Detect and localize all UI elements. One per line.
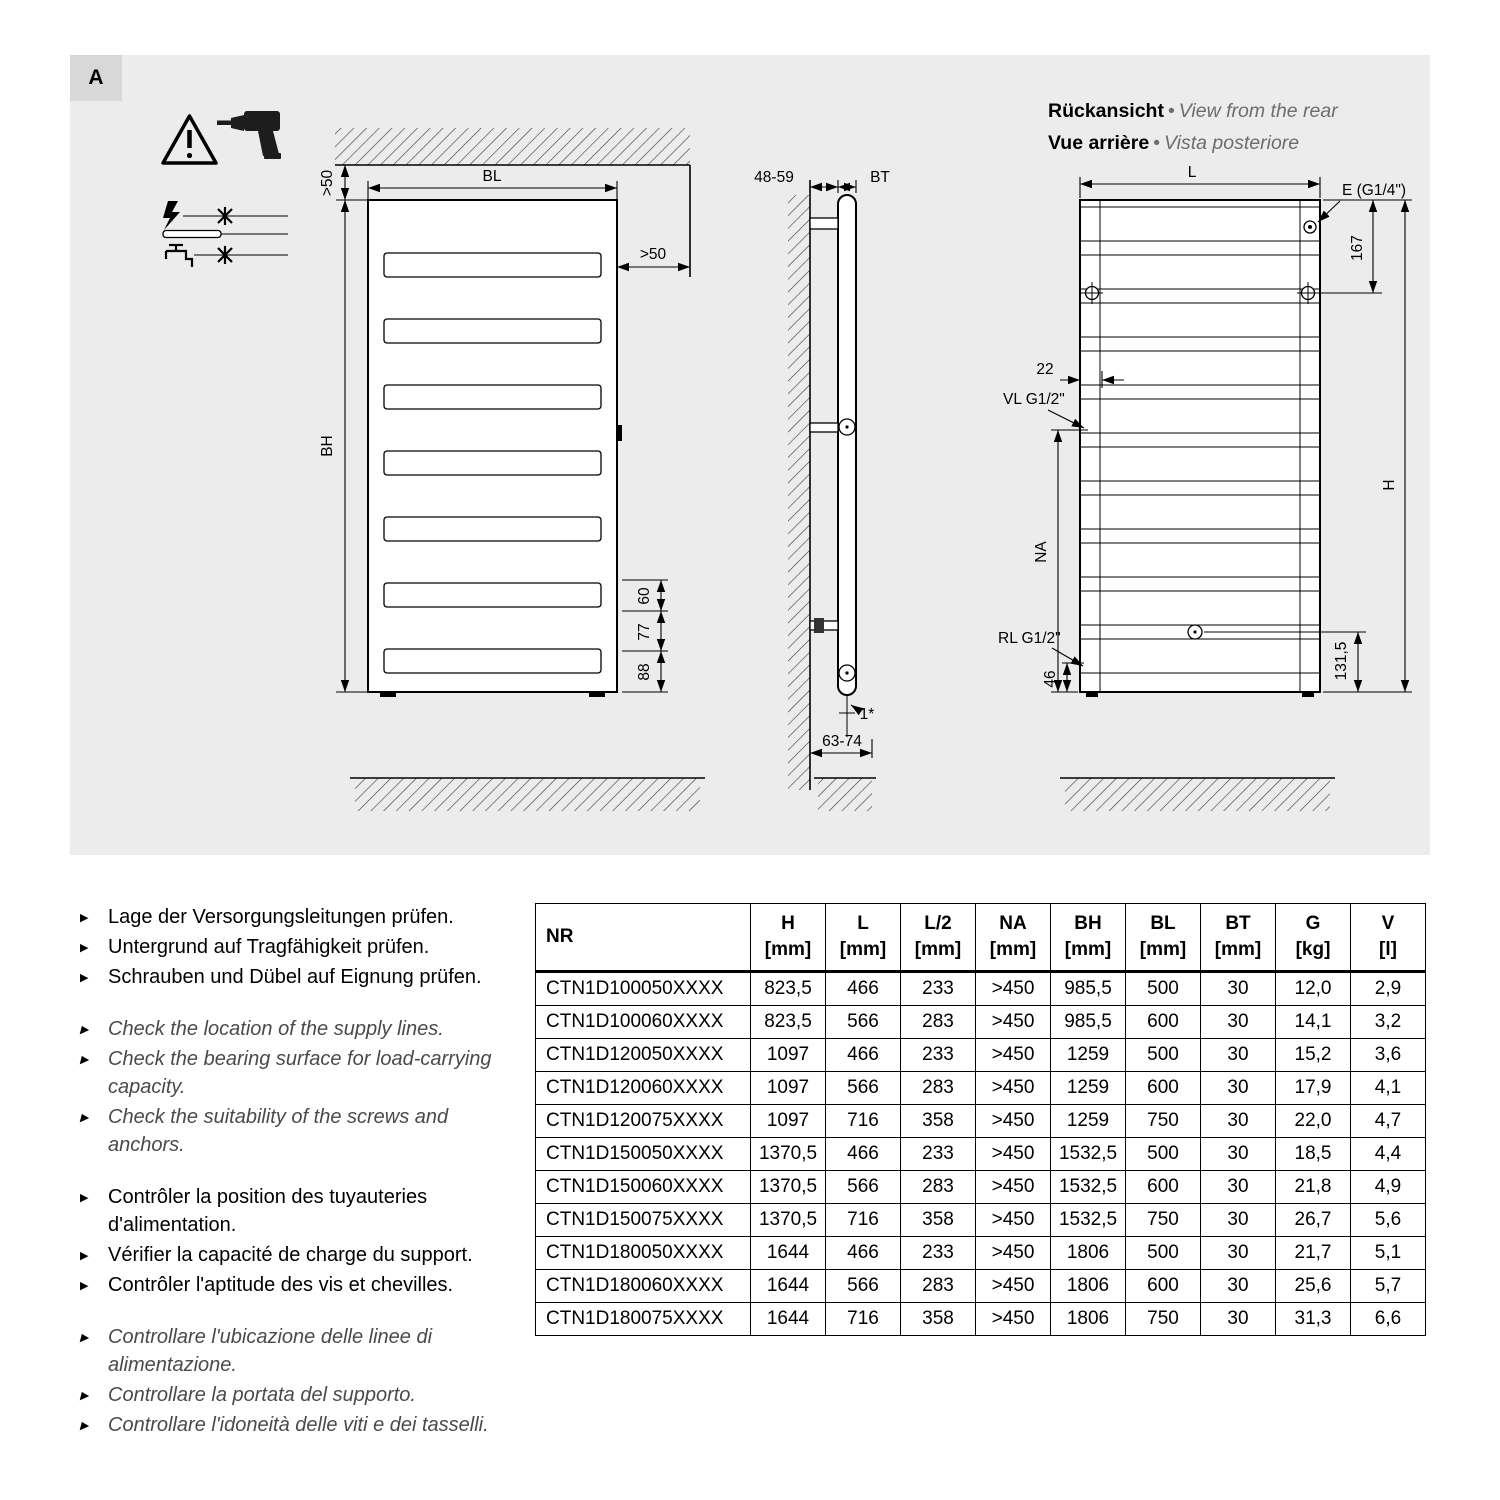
instructions-fr [78,1183,518,1299]
title-separator: • [1167,100,1175,122]
cell-l: 466 [826,1237,901,1270]
cell-l2: 233 [901,972,976,1006]
table-row [536,1138,1426,1171]
cell-v: 5,7 [1351,1270,1426,1303]
cell-h: 1097 [751,1039,826,1072]
cell-h: 1097 [751,1072,826,1105]
dim-label-bt: BT [870,169,890,186]
cell-bt: 30 [1201,1105,1276,1138]
cell-g: 21,8 [1276,1171,1351,1204]
cell-bl: 750 [1126,1105,1201,1138]
cell-bl: 500 [1126,1039,1201,1072]
technical-drawing [70,55,1430,855]
cell-g: 22,0 [1276,1105,1351,1138]
header-unit: [l] [1379,939,1397,960]
cell-na: >450 [976,1270,1051,1303]
cell-l: 566 [826,1006,901,1039]
cell-v: 3,6 [1351,1039,1426,1072]
warning-triangle-icon [163,116,216,163]
header-unit: [mm] [839,939,887,960]
dim-label-l: L [1187,164,1197,181]
rear-title-de: Rückansicht [1048,100,1164,122]
drill-icon [217,111,281,159]
dim-label-88: 88 [636,663,653,681]
dim-l [1080,164,1320,198]
dim-bl [368,168,617,200]
cell-bh: 1532,5 [1051,1171,1126,1204]
cell-nr: CTN1D180060XXXX [536,1270,751,1303]
cell-na: >450 [976,1171,1051,1204]
cell-h: 1097 [751,1105,826,1138]
cell-na: >450 [976,1072,1051,1105]
label-e [1318,182,1406,222]
instructions [78,903,518,1463]
dim-bt [838,169,890,193]
rear-foot [1086,692,1098,697]
table-row [536,972,1426,1006]
cell-bl: 500 [1126,1237,1201,1270]
cell-bt: 30 [1201,1039,1276,1072]
front-slat [384,451,601,475]
cell-l2: 358 [901,1303,976,1336]
front-slat [384,385,601,409]
cell-bl: 750 [1126,1204,1201,1237]
header-label: NA [999,913,1027,934]
diagram-panel [70,55,1430,855]
cell-na: >450 [976,1006,1051,1039]
cell-nr: CTN1D150060XXXX [536,1171,751,1204]
cell-v: 6,6 [1351,1303,1426,1336]
instructions-de [78,903,518,991]
cell-nr: CTN1D120050XXXX [536,1039,751,1072]
dim-note [851,705,874,723]
cell-l: 466 [826,1039,901,1072]
cell-bt: 30 [1201,1303,1276,1336]
cell-l: 716 [826,1303,901,1336]
side-floor-hatch [818,778,872,811]
dim-label-60: 60 [636,587,653,605]
cell-g: 25,6 [1276,1270,1351,1303]
instruction-item: ▶ Check the location of the supply lines. [108,1015,518,1043]
instruction-item: ▶ Untergrund auf Tragfähigkeit prüfen. [108,933,518,961]
table-header-cell [1351,904,1426,972]
cell-bt: 30 [1201,972,1276,1006]
dim-label-bh: BH [319,435,336,457]
cell-l2: 233 [901,1138,976,1171]
cell-l2: 358 [901,1204,976,1237]
header-label: BH [1074,913,1102,934]
table-row [536,1072,1426,1105]
front-view [319,128,705,811]
rear-view [998,164,1412,811]
side-wall-hatch [788,195,810,790]
cell-na: >450 [976,972,1051,1006]
side-mid-bracket [810,423,838,432]
instruction-item: ▶ Check the suitability of the screws and anchors. [108,1103,518,1159]
cell-l: 566 [826,1072,901,1105]
front-side-tab [617,425,622,441]
dim-bh [319,200,368,692]
header-label: L/2 [924,913,952,934]
header-unit: [mm] [764,939,812,960]
dim-clearance-side [617,246,690,267]
cell-na: >450 [976,1039,1051,1072]
cell-l2: 283 [901,1270,976,1303]
dim-label-na: NA [1033,541,1050,563]
table-row [536,1237,1426,1270]
table-header-cell [536,904,751,972]
header-label: NR [546,926,574,947]
header-label: H [781,913,795,934]
cell-nr: CTN1D120075XXXX [536,1105,751,1138]
dim-label-48-59: 48-59 [754,169,794,186]
cell-l2: 233 [901,1237,976,1270]
instruction-item: ▶ Controllare l'idoneità delle viti e dei tasselli. [108,1411,518,1439]
cell-bh: 1259 [1051,1105,1126,1138]
dim-label-h: H [1381,479,1398,491]
cell-bh: 1532,5 [1051,1204,1126,1237]
header-unit: [kg] [1295,939,1331,960]
cell-bt: 30 [1201,1270,1276,1303]
cell-v: 4,4 [1351,1138,1426,1171]
front-wall-hatch [335,128,690,165]
dim-wall-distance [754,169,838,193]
dim-label-vl: VL G1/2" [1003,391,1065,408]
cell-h: 823,5 [751,972,826,1006]
instruction-item: ▶ Check the bearing surface for load-carrying capacity. [108,1045,518,1101]
panel-label: A [70,55,122,101]
table-header-row [536,904,1426,972]
front-slat [384,253,601,277]
header-label: L [857,913,869,934]
side-low-block [814,618,824,633]
rear-title-it: Vista posteriore [1164,132,1300,154]
cell-bh: 1259 [1051,1039,1126,1072]
dim-label-46: 46 [1042,670,1059,688]
side-top-bracket [810,218,838,229]
cell-l: 566 [826,1171,901,1204]
instruction-item: ▶ Contrôler la position des tuyauteries d'alimentation. [108,1183,518,1239]
cell-bt: 30 [1201,1138,1276,1171]
dim-label-e: E (G1/4") [1342,182,1407,199]
header-unit: [mm] [1214,939,1262,960]
cell-na: >450 [976,1105,1051,1138]
header-unit: [mm] [1064,939,1112,960]
dim-label-63-74: 63-74 [822,733,862,750]
cell-v: 4,1 [1351,1072,1426,1105]
cell-g: 31,3 [1276,1303,1351,1336]
rear-title-fr: Vue arrière [1048,132,1150,154]
cell-l: 466 [826,972,901,1006]
dim-label-rl: RL G1/2" [998,630,1061,647]
table-header-cell [1126,904,1201,972]
rear-title-en: View from the rear [1178,100,1338,122]
table-header-cell [976,904,1051,972]
table-header-cell [751,904,826,972]
cell-l: 566 [826,1270,901,1303]
header-unit: [mm] [1139,939,1187,960]
side-radiator-profile [838,195,856,695]
cell-nr: CTN1D150075XXXX [536,1204,751,1237]
cell-g: 15,2 [1276,1039,1351,1072]
front-slat [384,583,601,607]
cell-na: >450 [976,1303,1051,1336]
cell-na: >450 [976,1237,1051,1270]
cell-g: 17,9 [1276,1072,1351,1105]
cell-h: 823,5 [751,1006,826,1039]
front-foot [380,692,396,697]
table-row [536,1270,1426,1303]
cell-nr: CTN1D180075XXXX [536,1303,751,1336]
cell-bl: 750 [1126,1303,1201,1336]
front-slat [384,517,601,541]
cell-g: 14,1 [1276,1006,1351,1039]
cell-l2: 283 [901,1171,976,1204]
table-header-cell [901,904,976,972]
cell-v: 3,2 [1351,1006,1426,1039]
dim-label-22: 22 [1036,361,1054,378]
side-valve-center [845,425,848,428]
dim-label-1star: 1* [859,706,875,723]
cell-bh: 1806 [1051,1270,1126,1303]
table-row [536,1039,1426,1072]
dim-label-131: 131,5 [1333,641,1350,681]
header-unit: [mm] [989,939,1037,960]
dim-bottom-stack [622,580,668,692]
drain-center [1193,630,1196,633]
table-row [536,1171,1426,1204]
table-row [536,1105,1426,1138]
instruction-item: ▶ Schrauben und Dübel auf Eignung prüfen. [108,963,518,991]
cell-l2: 358 [901,1105,976,1138]
cell-bl: 600 [1126,1006,1201,1039]
cell-l: 466 [826,1138,901,1171]
front-slat [384,649,601,673]
dim-167 [1316,200,1412,293]
front-floor-hatch [355,778,700,811]
instruction-item: ▶ Controllare la portata del supporto. [108,1381,518,1409]
dim-clearance-top [319,165,368,200]
cell-l2: 233 [901,1039,976,1072]
side-view [754,169,890,811]
instruction-item: ▶ Controllare l'ubicazione delle linee di alimentazione. [108,1323,518,1379]
cell-nr: CTN1D150050XXXX [536,1138,751,1171]
cell-bt: 30 [1201,1237,1276,1270]
front-slat [384,319,601,343]
dim-46 [1042,663,1084,692]
rear-floor-hatch [1065,778,1330,811]
front-foot [589,692,605,697]
cell-na: >450 [976,1138,1051,1171]
cell-bh: 1806 [1051,1237,1126,1270]
air-vent-center [1308,225,1312,229]
cell-v: 2,9 [1351,972,1426,1006]
title-separator-2: • [1153,132,1161,154]
cell-bl: 600 [1126,1171,1201,1204]
cell-bt: 30 [1201,1006,1276,1039]
cell-l: 716 [826,1105,901,1138]
dim-pipe-distance [810,733,872,758]
instruction-item: ▶ Vérifier la capacité de charge du support. [108,1241,518,1269]
instruction-item: ▶ Contrôler l'aptitude des vis et chevilles. [108,1271,518,1299]
header-label: V [1381,913,1395,934]
cell-nr: CTN1D100060XXXX [536,1006,751,1039]
dim-label-bl: BL [482,168,502,185]
side-drain-center [845,671,848,674]
cell-nr: CTN1D180050XXXX [536,1237,751,1270]
cell-bt: 30 [1201,1204,1276,1237]
cell-l2: 283 [901,1006,976,1039]
cell-bl: 600 [1126,1072,1201,1105]
cell-h: 1644 [751,1237,826,1270]
header-label: G [1305,913,1321,934]
table-header-cell [1276,904,1351,972]
header-label: BT [1225,913,1251,934]
rear-foot [1302,692,1314,697]
cell-g: 18,5 [1276,1138,1351,1171]
header-label: BL [1150,913,1176,934]
cell-l2: 283 [901,1072,976,1105]
cell-h: 1370,5 [751,1138,826,1171]
table-row [536,1204,1426,1237]
cell-bh: 1259 [1051,1072,1126,1105]
label-vl [1003,391,1084,428]
dim-label-167: 167 [1349,235,1366,261]
instructions-en [78,1015,518,1159]
cell-bh: 1806 [1051,1303,1126,1336]
cell-nr: CTN1D100050XXXX [536,972,751,1006]
table-row [536,1303,1426,1336]
cell-g: 26,7 [1276,1204,1351,1237]
cell-bh: 985,5 [1051,1006,1126,1039]
table-row [536,1006,1426,1039]
dim-h [1323,200,1412,692]
cell-nr: CTN1D120060XXXX [536,1072,751,1105]
cell-na: >450 [976,1204,1051,1237]
cell-bt: 30 [1201,1072,1276,1105]
spec-table [535,903,1426,1336]
cell-bh: 985,5 [1051,972,1126,1006]
cell-l: 716 [826,1204,901,1237]
cell-h: 1370,5 [751,1204,826,1237]
cell-h: 1644 [751,1303,826,1336]
table-header-cell [1051,904,1126,972]
cell-bl: 500 [1126,1138,1201,1171]
cell-bt: 30 [1201,1171,1276,1204]
rear-radiator-body [1080,200,1320,692]
dim-label-77: 77 [636,623,653,641]
cell-v: 4,9 [1351,1171,1426,1204]
cell-bl: 600 [1126,1270,1201,1303]
table-header-cell [1201,904,1276,972]
instruction-item: ▶ Lage der Versorgungsleitungen prüfen. [108,903,518,931]
cell-bh: 1532,5 [1051,1138,1126,1171]
cell-v: 4,7 [1351,1105,1426,1138]
pipe-icon [163,231,288,238]
cell-g: 21,7 [1276,1237,1351,1270]
table-header-cell [826,904,901,972]
cell-v: 5,1 [1351,1237,1426,1270]
cell-g: 12,0 [1276,972,1351,1006]
label-rl [998,630,1083,666]
dim-label-clearance-side: >50 [639,246,667,263]
dim-label-clearance-top: >50 [319,169,336,197]
cell-bl: 500 [1126,972,1201,1006]
cell-h: 1370,5 [751,1171,826,1204]
header-unit: [mm] [914,939,962,960]
cell-v: 5,6 [1351,1204,1426,1237]
cell-h: 1644 [751,1270,826,1303]
instructions-it [78,1323,518,1439]
